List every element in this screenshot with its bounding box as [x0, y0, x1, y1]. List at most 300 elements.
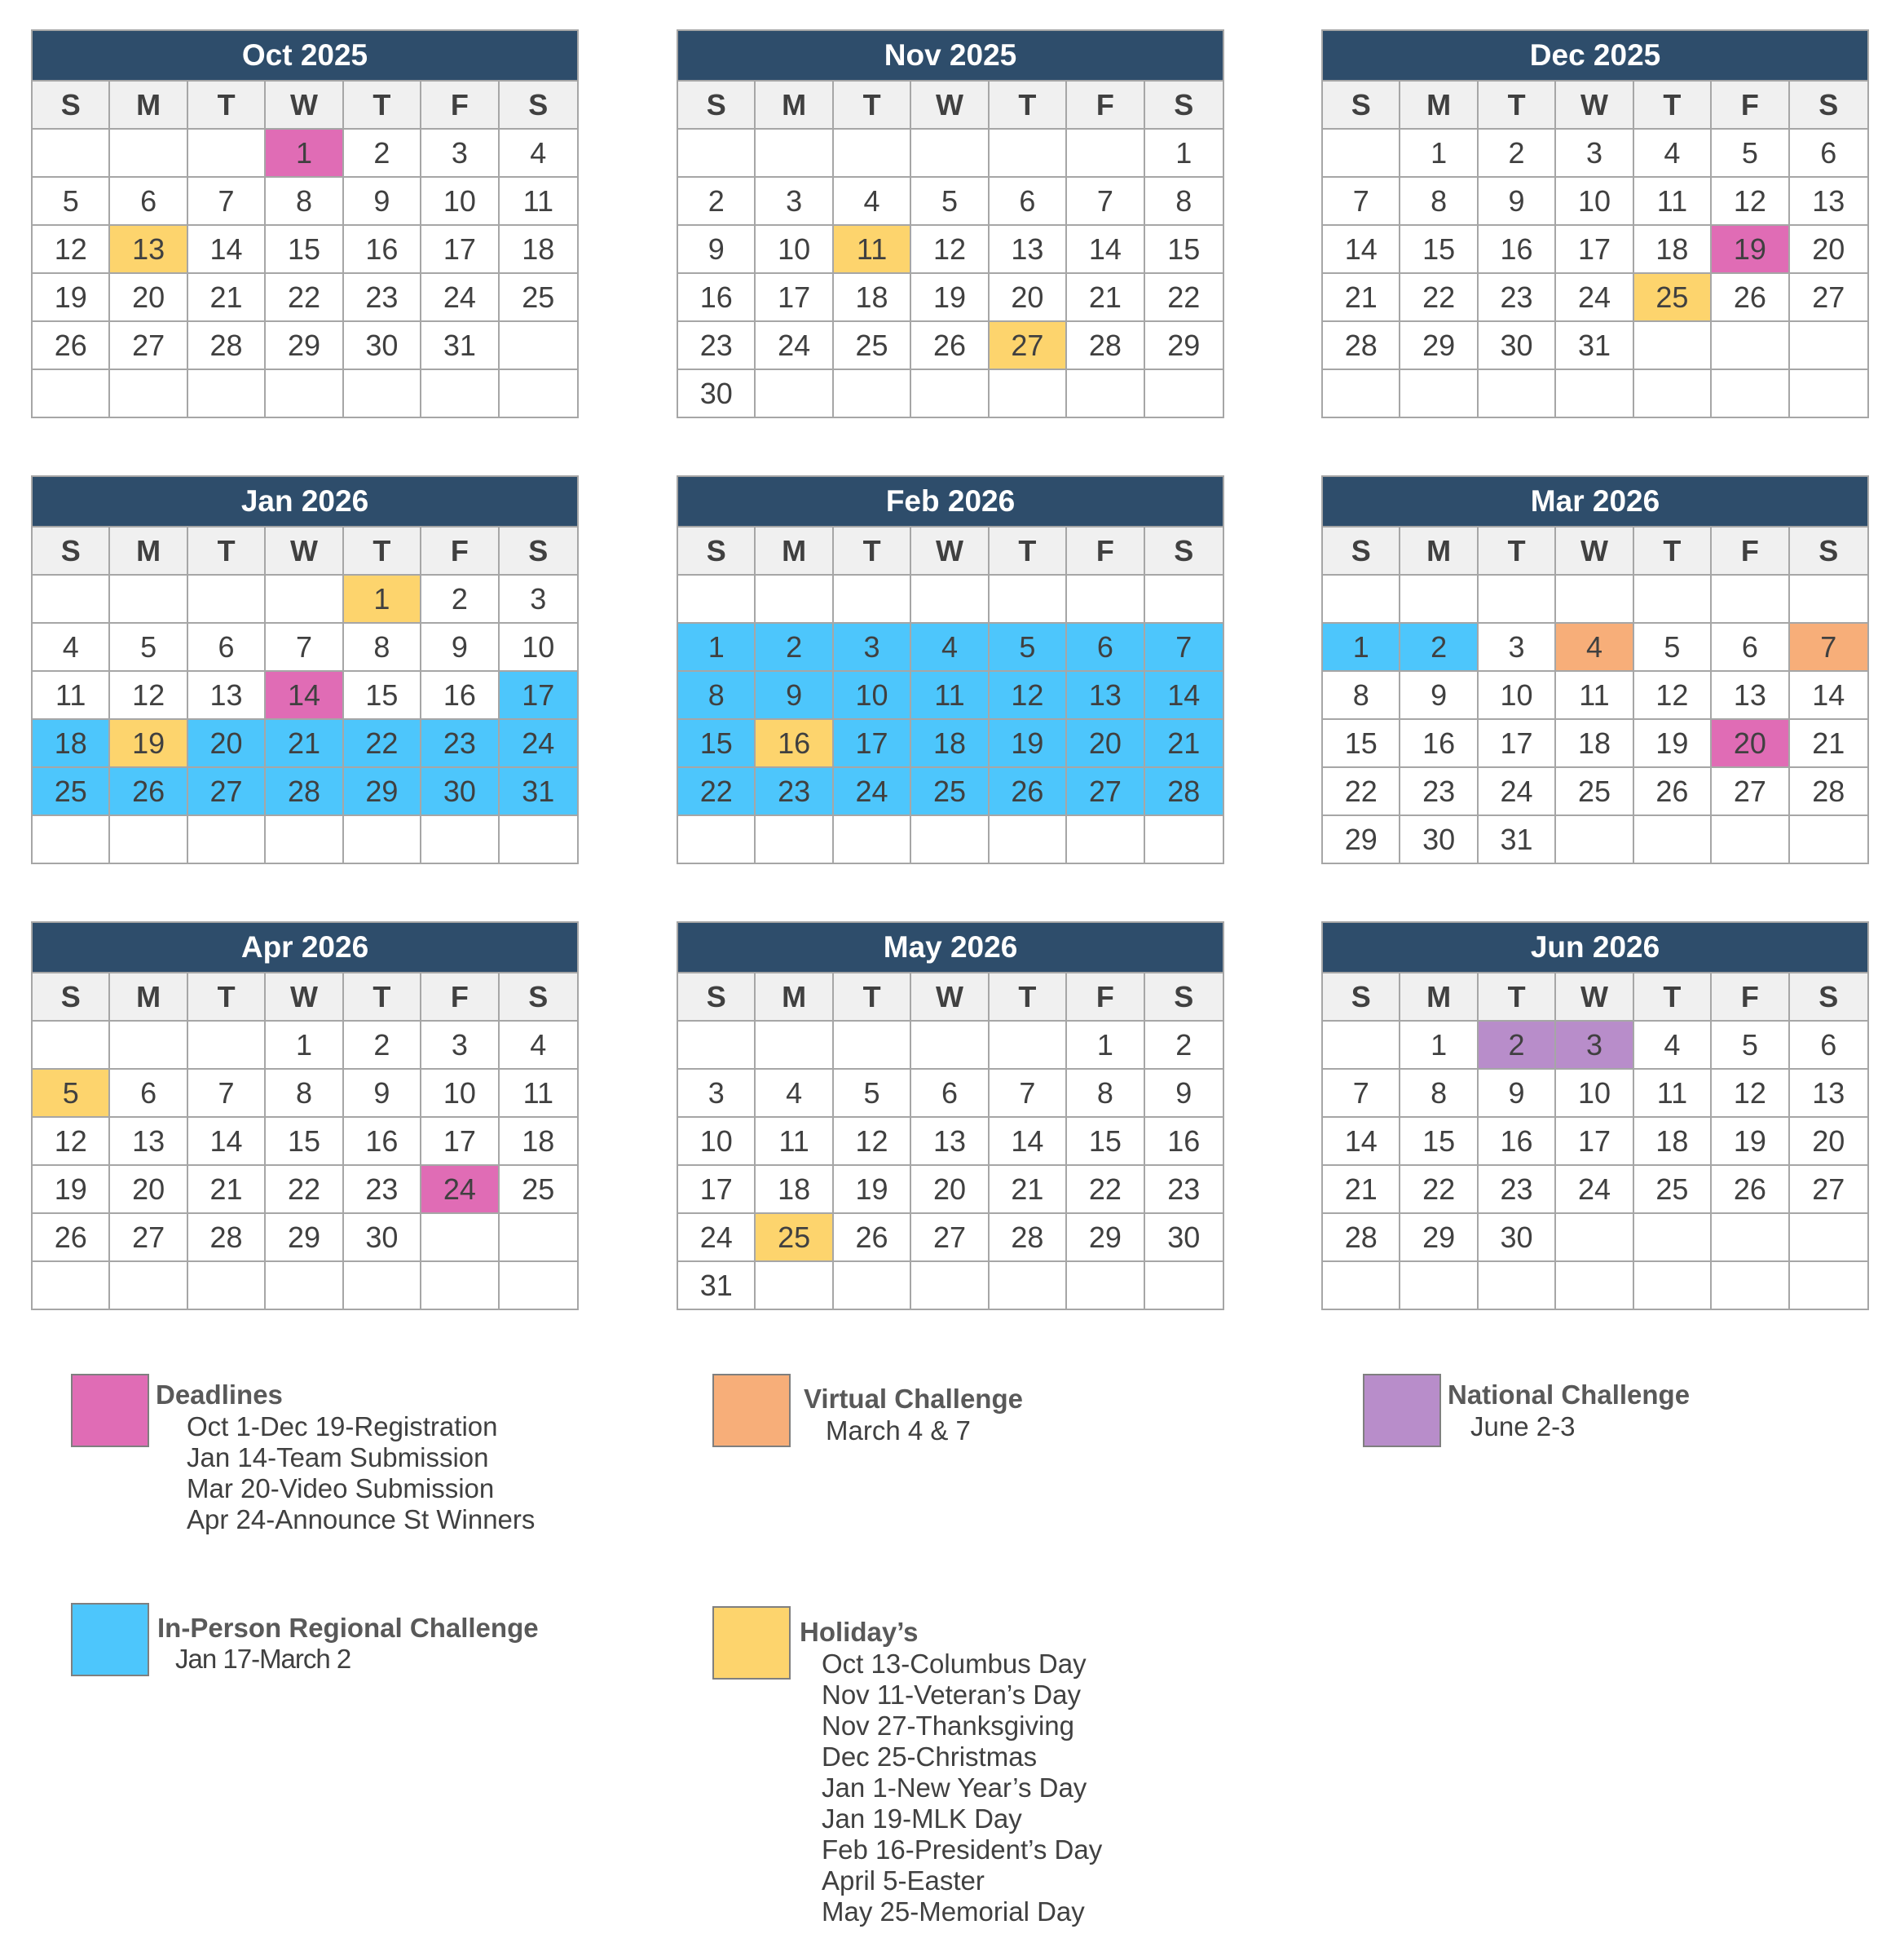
empty-cell	[911, 574, 989, 622]
calendar-grid	[678, 972, 1223, 1309]
empty-cell	[1323, 574, 1400, 622]
month-calendar-jan-2026	[31, 475, 579, 864]
day-cell: 29	[1400, 320, 1478, 369]
day-cell: 28	[188, 1212, 266, 1260]
day-cell-regional: 8	[678, 670, 756, 718]
empty-cell	[990, 1020, 1067, 1068]
legend-item: Mar 20-Video Submission	[187, 1473, 495, 1503]
day-cell: 25	[500, 272, 577, 320]
day-cell: 1	[1400, 1020, 1478, 1068]
day-cell: 6	[110, 176, 187, 224]
empty-cell	[756, 1020, 833, 1068]
day-cell-regional: 19	[990, 718, 1067, 766]
calendar-grid	[1323, 526, 1867, 863]
day-cell-regional: 23	[756, 766, 833, 814]
day-cell: 2	[344, 1020, 421, 1068]
empty-cell	[110, 128, 187, 176]
day-cell: 7	[188, 1068, 266, 1116]
day-cell-holiday: 16	[756, 718, 833, 766]
day-cell: 21	[1790, 718, 1867, 766]
legend-item: Jan 1-New Year’s Day	[822, 1772, 1087, 1803]
empty-cell	[110, 369, 187, 417]
empty-cell	[1634, 1260, 1712, 1309]
day-cell: 8	[266, 176, 343, 224]
day-cell: 2	[1145, 1020, 1223, 1068]
weekday-header: W	[911, 972, 989, 1020]
empty-cell	[110, 574, 187, 622]
empty-cell	[1323, 1260, 1400, 1309]
day-cell: 19	[911, 272, 989, 320]
day-cell: 15	[1145, 224, 1223, 272]
day-cell: 29	[1067, 1212, 1144, 1260]
weekday-header: M	[1400, 972, 1478, 1020]
day-cell: 1	[266, 1020, 343, 1068]
day-cell: 10	[421, 1068, 499, 1116]
empty-cell	[1067, 574, 1144, 622]
day-cell: 23	[344, 272, 421, 320]
day-cell: 5	[33, 176, 110, 224]
weekday-header: M	[110, 80, 187, 128]
weekday-header: T	[188, 972, 266, 1020]
day-cell: 12	[110, 670, 187, 718]
weekday-header: T	[834, 526, 911, 574]
day-cell: 5	[110, 622, 187, 670]
empty-cell	[266, 369, 343, 417]
day-cell: 13	[1790, 176, 1867, 224]
day-cell: 22	[1145, 272, 1223, 320]
empty-cell	[834, 574, 911, 622]
day-cell: 18	[834, 272, 911, 320]
weekday-header: S	[678, 972, 756, 1020]
day-cell: 9	[421, 622, 499, 670]
empty-cell	[834, 1260, 911, 1309]
empty-cell	[1400, 574, 1478, 622]
day-cell-regional: 24	[500, 718, 577, 766]
day-cell: 3	[421, 1020, 499, 1068]
legend-item: Nov 11-Veteran’s Day	[822, 1680, 1081, 1710]
weekday-header: S	[1790, 80, 1867, 128]
day-cell-virtual: 7	[1790, 622, 1867, 670]
day-cell: 19	[33, 272, 110, 320]
legend-item: Oct 13-Columbus Day	[822, 1649, 1087, 1679]
day-cell: 13	[188, 670, 266, 718]
day-cell: 14	[1067, 224, 1144, 272]
weekday-header: T	[990, 526, 1067, 574]
virtual-challenge-swatch	[712, 1374, 791, 1447]
day-cell-regional: 7	[1145, 622, 1223, 670]
weekday-header: S	[678, 80, 756, 128]
day-cell-regional: 20	[188, 718, 266, 766]
empty-cell	[1712, 1212, 1789, 1260]
empty-cell	[500, 1260, 577, 1309]
weekday-header: S	[1145, 526, 1223, 574]
empty-cell	[500, 1212, 577, 1260]
empty-cell	[188, 814, 266, 863]
day-cell: 15	[266, 1116, 343, 1164]
weekday-header: T	[990, 972, 1067, 1020]
day-cell: 28	[1323, 1212, 1400, 1260]
day-cell: 15	[344, 670, 421, 718]
deadlines-legend-title: Deadlines	[156, 1380, 283, 1410]
weekday-header: F	[1712, 526, 1789, 574]
day-cell-regional: 17	[834, 718, 911, 766]
day-cell: 7	[1067, 176, 1144, 224]
weekday-header: S	[500, 972, 577, 1020]
weekday-header: F	[1067, 972, 1144, 1020]
empty-cell	[756, 1260, 833, 1309]
day-cell-holiday: 13	[110, 224, 187, 272]
day-cell: 13	[990, 224, 1067, 272]
deadlines-swatch	[71, 1374, 149, 1447]
empty-cell	[1067, 814, 1144, 863]
day-cell: 23	[1145, 1164, 1223, 1212]
day-cell: 10	[756, 224, 833, 272]
empty-cell	[756, 814, 833, 863]
day-cell-regional: 5	[990, 622, 1067, 670]
empty-cell	[834, 128, 911, 176]
weekday-header: S	[1323, 80, 1400, 128]
day-cell-regional: 6	[1067, 622, 1144, 670]
weekday-header: M	[110, 526, 187, 574]
empty-cell	[756, 574, 833, 622]
day-cell-deadline: 14	[266, 670, 343, 718]
weekday-header: W	[266, 526, 343, 574]
day-cell-regional: 26	[110, 766, 187, 814]
day-cell: 29	[1323, 814, 1400, 863]
day-cell-regional: 29	[344, 766, 421, 814]
calendar-grid	[33, 526, 577, 863]
day-cell: 23	[1479, 272, 1556, 320]
empty-cell	[500, 814, 577, 863]
empty-cell	[756, 128, 833, 176]
empty-cell	[188, 128, 266, 176]
day-cell-regional: 2	[756, 622, 833, 670]
empty-cell	[1556, 574, 1633, 622]
day-cell-national: 3	[1556, 1020, 1633, 1068]
day-cell: 2	[1479, 128, 1556, 176]
empty-cell	[1712, 574, 1789, 622]
weekday-header: S	[33, 80, 110, 128]
day-cell: 19	[1712, 1116, 1789, 1164]
month-calendar-may-2026	[677, 921, 1224, 1310]
empty-cell	[110, 814, 187, 863]
empty-cell	[1067, 1260, 1144, 1309]
day-cell: 8	[1145, 176, 1223, 224]
day-cell: 9	[344, 1068, 421, 1116]
month-title: Nov 2025	[678, 31, 1223, 80]
empty-cell	[1323, 128, 1400, 176]
empty-cell	[500, 320, 577, 369]
weekday-header: T	[990, 80, 1067, 128]
day-cell: 20	[911, 1164, 989, 1212]
empty-cell	[678, 1020, 756, 1068]
day-cell: 17	[678, 1164, 756, 1212]
day-cell: 2	[421, 574, 499, 622]
day-cell-holiday: 25	[1634, 272, 1712, 320]
empty-cell	[1067, 369, 1144, 417]
weekday-header: M	[110, 972, 187, 1020]
day-cell-regional: 11	[911, 670, 989, 718]
legend-item: Jan 14-Team Submission	[187, 1442, 489, 1472]
weekday-header: F	[1067, 526, 1144, 574]
day-cell: 22	[1067, 1164, 1144, 1212]
day-cell: 24	[421, 272, 499, 320]
legend-item: Jan 19-MLK Day	[822, 1803, 1022, 1834]
day-cell: 31	[1556, 320, 1633, 369]
day-cell: 3	[1556, 128, 1633, 176]
legend-item: Jan 17-March 2	[175, 1644, 351, 1674]
day-cell: 2	[344, 128, 421, 176]
day-cell-regional: 22	[344, 718, 421, 766]
regional-challenge-swatch	[71, 1603, 149, 1676]
day-cell: 16	[344, 224, 421, 272]
empty-cell	[1556, 814, 1633, 863]
day-cell: 23	[1400, 766, 1478, 814]
day-cell: 14	[990, 1116, 1067, 1164]
day-cell: 26	[1712, 1164, 1789, 1212]
day-cell-regional: 17	[500, 670, 577, 718]
day-cell: 26	[1712, 272, 1789, 320]
month-title: Oct 2025	[33, 31, 577, 80]
day-cell: 14	[188, 224, 266, 272]
day-cell: 9	[344, 176, 421, 224]
day-cell: 9	[1479, 176, 1556, 224]
empty-cell	[911, 1260, 989, 1309]
day-cell: 9	[1479, 1068, 1556, 1116]
day-cell: 30	[344, 320, 421, 369]
day-cell: 12	[1712, 176, 1789, 224]
empty-cell	[834, 814, 911, 863]
empty-cell	[1556, 1260, 1633, 1309]
empty-cell	[1712, 320, 1789, 369]
day-cell: 21	[1067, 272, 1144, 320]
day-cell: 21	[1323, 1164, 1400, 1212]
calendar-grid	[1323, 80, 1867, 417]
empty-cell	[756, 369, 833, 417]
day-cell: 14	[1323, 224, 1400, 272]
day-cell: 19	[1634, 718, 1712, 766]
day-cell: 2	[678, 176, 756, 224]
day-cell: 26	[1634, 766, 1712, 814]
virtual-challenge-legend-items	[826, 1415, 971, 1446]
day-cell: 8	[1400, 176, 1478, 224]
month-calendar-nov-2025	[677, 29, 1224, 418]
day-cell: 15	[1067, 1116, 1144, 1164]
day-cell-regional: 27	[1067, 766, 1144, 814]
day-cell-holiday: 19	[110, 718, 187, 766]
day-cell: 23	[344, 1164, 421, 1212]
calendar-grid	[678, 80, 1223, 417]
empty-cell	[33, 1020, 110, 1068]
day-cell: 29	[266, 320, 343, 369]
day-cell-regional: 18	[33, 718, 110, 766]
day-cell: 20	[110, 1164, 187, 1212]
month-calendar-dec-2025	[1321, 29, 1869, 418]
day-cell-regional: 20	[1067, 718, 1144, 766]
weekday-header: S	[1145, 80, 1223, 128]
day-cell: 12	[834, 1116, 911, 1164]
weekday-header: T	[344, 972, 421, 1020]
month-calendar-oct-2025	[31, 29, 579, 418]
empty-cell	[1479, 574, 1556, 622]
day-cell: 8	[1067, 1068, 1144, 1116]
day-cell: 3	[421, 128, 499, 176]
empty-cell	[990, 574, 1067, 622]
day-cell: 16	[678, 272, 756, 320]
month-title: Dec 2025	[1323, 31, 1867, 80]
day-cell: 1	[1400, 128, 1478, 176]
empty-cell	[33, 814, 110, 863]
day-cell: 10	[678, 1116, 756, 1164]
weekday-header: T	[188, 526, 266, 574]
day-cell: 30	[1145, 1212, 1223, 1260]
empty-cell	[911, 1020, 989, 1068]
empty-cell	[344, 369, 421, 417]
day-cell: 17	[421, 224, 499, 272]
day-cell: 24	[756, 320, 833, 369]
day-cell-regional: 21	[266, 718, 343, 766]
regional-challenge-legend-items	[175, 1644, 350, 1675]
empty-cell	[188, 1260, 266, 1309]
day-cell: 13	[110, 1116, 187, 1164]
day-cell-holiday: 27	[990, 320, 1067, 369]
day-cell: 21	[990, 1164, 1067, 1212]
day-cell: 20	[1790, 1116, 1867, 1164]
day-cell: 3	[756, 176, 833, 224]
empty-cell	[1634, 1212, 1712, 1260]
empty-cell	[344, 814, 421, 863]
day-cell: 11	[1634, 176, 1712, 224]
day-cell: 10	[1479, 670, 1556, 718]
day-cell-regional: 14	[1145, 670, 1223, 718]
day-cell-regional: 13	[1067, 670, 1144, 718]
day-cell: 15	[266, 224, 343, 272]
empty-cell	[990, 369, 1067, 417]
day-cell: 31	[1479, 814, 1556, 863]
empty-cell	[1067, 128, 1144, 176]
day-cell: 12	[33, 1116, 110, 1164]
day-cell-holiday: 1	[344, 574, 421, 622]
day-cell: 22	[266, 1164, 343, 1212]
day-cell-deadline: 20	[1712, 718, 1789, 766]
weekday-header: M	[756, 526, 833, 574]
day-cell: 6	[188, 622, 266, 670]
weekday-header: F	[1712, 972, 1789, 1020]
empty-cell	[110, 1020, 187, 1068]
day-cell: 5	[1712, 1020, 1789, 1068]
day-cell: 8	[266, 1068, 343, 1116]
weekday-header: S	[1323, 972, 1400, 1020]
weekday-header: T	[1634, 80, 1712, 128]
day-cell: 6	[1790, 128, 1867, 176]
empty-cell	[1479, 369, 1556, 417]
month-title: Mar 2026	[1323, 477, 1867, 526]
day-cell: 15	[1323, 718, 1400, 766]
weekday-header: M	[756, 80, 833, 128]
empty-cell	[1634, 574, 1712, 622]
legend-item: Apr 24-Announce St Winners	[187, 1504, 536, 1534]
empty-cell	[834, 1020, 911, 1068]
empty-cell	[33, 1260, 110, 1309]
day-cell: 18	[500, 224, 577, 272]
national-challenge-swatch	[1363, 1374, 1441, 1447]
day-cell: 20	[1790, 224, 1867, 272]
day-cell: 30	[1400, 814, 1478, 863]
day-cell: 22	[1400, 272, 1478, 320]
day-cell: 24	[1479, 766, 1556, 814]
empty-cell	[1712, 1260, 1789, 1309]
day-cell: 30	[344, 1212, 421, 1260]
day-cell-regional: 30	[421, 766, 499, 814]
empty-cell	[1400, 369, 1478, 417]
legend-item: March 4 & 7	[826, 1415, 971, 1446]
day-cell: 9	[1145, 1068, 1223, 1116]
empty-cell	[1556, 369, 1633, 417]
day-cell: 6	[911, 1068, 989, 1116]
day-cell: 22	[1323, 766, 1400, 814]
weekday-header: W	[266, 80, 343, 128]
calendar-grid	[33, 80, 577, 417]
day-cell: 4	[1634, 128, 1712, 176]
empty-cell	[421, 369, 499, 417]
day-cell-regional: 27	[188, 766, 266, 814]
day-cell-regional: 4	[911, 622, 989, 670]
weekday-header: T	[1479, 972, 1556, 1020]
day-cell: 24	[1556, 272, 1633, 320]
empty-cell	[834, 369, 911, 417]
weekday-header: W	[266, 972, 343, 1020]
month-title: Jun 2026	[1323, 923, 1867, 972]
day-cell: 17	[1556, 1116, 1633, 1164]
day-cell: 8	[1323, 670, 1400, 718]
empty-cell	[1556, 1212, 1633, 1260]
day-cell: 10	[1556, 1068, 1633, 1116]
day-cell-virtual: 4	[1556, 622, 1633, 670]
day-cell-regional: 3	[834, 622, 911, 670]
day-cell: 12	[911, 224, 989, 272]
weekday-header: T	[834, 80, 911, 128]
day-cell: 19	[834, 1164, 911, 1212]
empty-cell	[421, 1212, 499, 1260]
weekday-header: F	[421, 80, 499, 128]
weekday-header: T	[344, 526, 421, 574]
day-cell: 16	[421, 670, 499, 718]
day-cell: 6	[1790, 1020, 1867, 1068]
day-cell: 7	[188, 176, 266, 224]
day-cell-regional: 9	[756, 670, 833, 718]
day-cell: 27	[1790, 272, 1867, 320]
weekday-header: S	[1145, 972, 1223, 1020]
day-cell-regional: 28	[1145, 766, 1223, 814]
empty-cell	[1323, 1020, 1400, 1068]
day-cell: 3	[678, 1068, 756, 1116]
day-cell-regional: 21	[1145, 718, 1223, 766]
empty-cell	[990, 814, 1067, 863]
empty-cell	[266, 814, 343, 863]
day-cell-regional: 22	[678, 766, 756, 814]
day-cell: 12	[33, 224, 110, 272]
weekday-header: W	[911, 80, 989, 128]
day-cell: 24	[678, 1212, 756, 1260]
national-challenge-legend-title: National Challenge	[1448, 1380, 1691, 1410]
weekday-header: S	[500, 80, 577, 128]
day-cell: 27	[1712, 766, 1789, 814]
day-cell: 8	[344, 622, 421, 670]
national-challenge-legend-items	[1470, 1411, 1575, 1442]
day-cell-regional: 25	[911, 766, 989, 814]
empty-cell	[1145, 369, 1223, 417]
weekday-header: F	[1067, 80, 1144, 128]
